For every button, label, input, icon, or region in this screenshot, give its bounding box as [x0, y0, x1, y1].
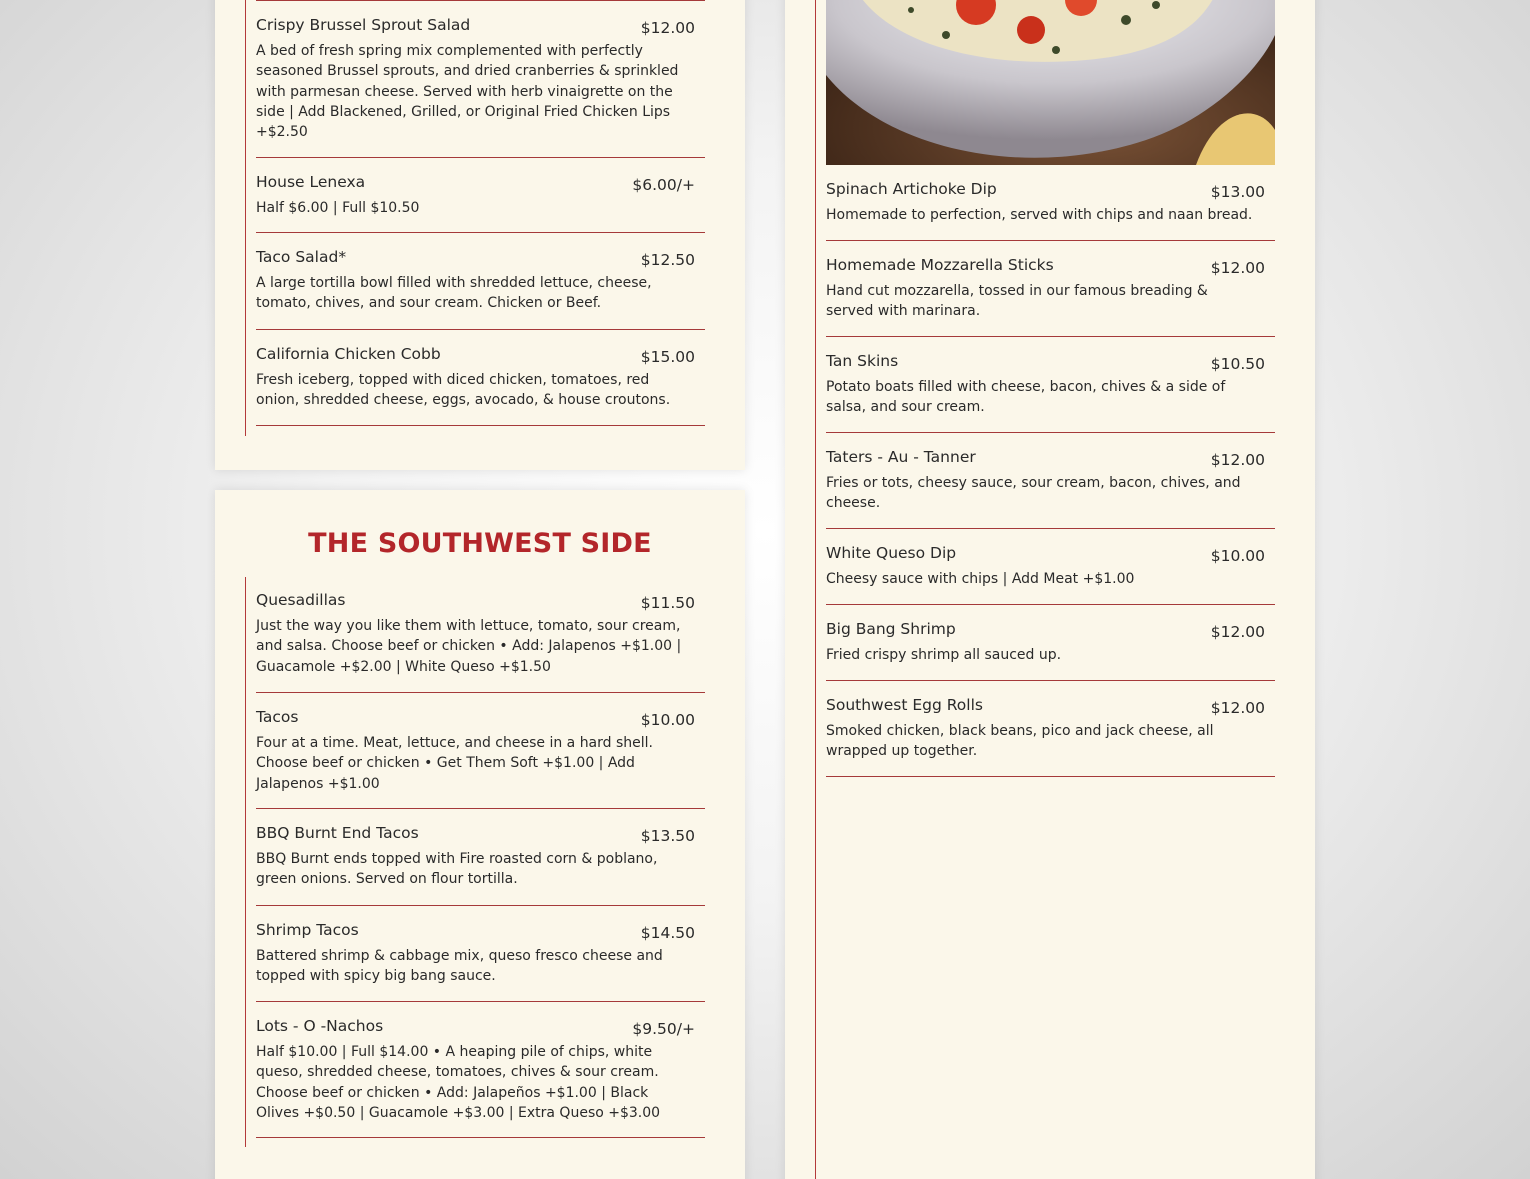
- item-price: $13.50: [640, 827, 695, 845]
- item-price: $6.00/+: [632, 176, 695, 194]
- item-name: Big Bang Shrimp: [826, 620, 956, 638]
- item-desc: Fries or tots, cheesy sauce, sour cream, bacon, chives, and cheese.: [826, 475, 1241, 512]
- item-desc: Four at a time. Meat, lettuce, and cheese in a hard shell. Choose beef or chicken • Get Them Soft +$1.00 | Add Jalapenos +$1.00: [256, 735, 653, 792]
- salads-rail: [245, 0, 246, 436]
- item-name: Taters - Au - Tanner: [826, 448, 976, 466]
- menu-item: [256, 1017, 705, 1138]
- item-price: $9.50/+: [632, 1020, 695, 1038]
- menu-item: [256, 248, 705, 330]
- menu-item: [826, 352, 1275, 433]
- item-price: $14.50: [640, 924, 695, 942]
- menu-item: [826, 256, 1275, 337]
- item-desc: Hand cut mozzarella, tossed in our famous breading & served with marinara.: [826, 283, 1208, 320]
- item-desc: A large tortilla bowl filled with shredded lettuce, cheese, tomato, chives, and sour cream. Chicken or Beef.: [256, 275, 652, 312]
- item-name: Tan Skins: [826, 352, 899, 370]
- item-desc: Just the way you like them with lettuce, tomato, sour cream, and salsa. Choose beef or chicken • Add: Jalapenos +$1.00 | Guacamole +$2.00 | White Queso +$1.50: [256, 618, 682, 675]
- southwest-card: [215, 490, 745, 1179]
- item-desc: BBQ Burnt ends topped with Fire roasted corn & poblano, green onions. Served on flour tortilla.: [256, 851, 658, 888]
- appetizers-card: [785, 0, 1315, 1179]
- menu-item: [826, 620, 1275, 681]
- item-price: $12.00: [640, 19, 695, 37]
- item-name: Quesadillas: [256, 591, 346, 609]
- item-desc: Potato boats filled with cheese, bacon, chives & a side of salsa, and sour cream.: [826, 379, 1226, 416]
- item-desc: Smoked chicken, black beans, pico and jack cheese, all wrapped up together.: [826, 723, 1214, 760]
- item-desc: Half $10.00 | Full $14.00 • A heaping pile of chips, white queso, shredded cheese, tomatoes, chives & sour cream. Choose beef or chicken • Add: Jalapeños +$1.00 | Black Olives +$0.50 | Guacamole +$3.00 | Extra Queso +$3.00: [256, 1044, 661, 1121]
- item-price: $12.00: [1210, 623, 1265, 641]
- item-name: Crispy Brussel Sprout Salad: [256, 16, 471, 34]
- item-desc: Homemade to perfection, served with chips and naan bread.: [826, 207, 1253, 223]
- item-price: $12.00: [1210, 451, 1265, 469]
- item-desc: Fresh iceberg, topped with diced chicken, tomatoes, red onion, shredded cheese, eggs, avocado, & house croutons.: [256, 372, 671, 409]
- menu-item: [826, 544, 1275, 605]
- item-name: Spinach Artichoke Dip: [826, 180, 997, 198]
- salads-card: [215, 0, 745, 470]
- section-title: THE SOUTHWEST SIDE: [308, 528, 652, 559]
- item-price: $10.50: [1210, 355, 1265, 373]
- item-name: California Chicken Cobb: [256, 345, 441, 363]
- item-name: BBQ Burnt End Tacos: [256, 824, 419, 842]
- item-desc: Cheesy sauce with chips | Add Meat +$1.00: [826, 571, 1135, 587]
- menu-item: [256, 0, 705, 1]
- menu-item: [256, 824, 705, 906]
- item-name: Tacos: [256, 708, 299, 726]
- item-name: Southwest Egg Rolls: [826, 696, 983, 714]
- item-desc: Battered shrimp & cabbage mix, queso fresco cheese and topped with spicy big bang sauce.: [256, 948, 663, 985]
- item-price: $11.50: [640, 594, 695, 612]
- appetizers-rail: [815, 0, 816, 1179]
- southwest-rail: [245, 577, 246, 1147]
- menu-item: [826, 696, 1275, 777]
- item-name: House Lenexa: [256, 173, 366, 191]
- item-price: $15.00: [640, 348, 695, 366]
- menu-item: [256, 921, 705, 1002]
- item-price: $12.00: [1210, 259, 1265, 277]
- item-name: White Queso Dip: [826, 544, 957, 562]
- item-desc: A bed of fresh spring mix complemented with perfectly seasoned Brussel sprouts, and dried cranberries & sprinkled with parmesan cheese. Served with herb vinaigrette on the side | Add Blackened, Grilled, or Original Fried Chicken Lips +$2.50: [256, 43, 679, 141]
- item-price: $13.00: [1210, 183, 1265, 201]
- menu-item: [256, 345, 705, 426]
- menu-item: [256, 708, 705, 809]
- item-price: $12.50: [640, 251, 695, 269]
- menu-item: [826, 448, 1275, 529]
- item-desc: Half $6.00 | Full $10.50: [256, 200, 420, 216]
- menu-item: [256, 591, 705, 693]
- item-price: $10.00: [640, 711, 695, 729]
- item-name: Shrimp Tacos: [256, 921, 359, 939]
- menu-item: [256, 16, 705, 158]
- item-price: $10.00: [1210, 547, 1265, 565]
- menu-item: [826, 180, 1275, 241]
- item-desc: Fried crispy shrimp all sauced up.: [826, 647, 1062, 663]
- item-name: Homemade Mozzarella Sticks: [826, 256, 1054, 274]
- item-name: Lots - O -Nachos: [256, 1017, 384, 1035]
- food-photo: [826, 0, 1275, 165]
- menu-item: [256, 173, 705, 233]
- item-name: Taco Salad*: [256, 248, 347, 266]
- dip-bowl-icon: [826, 0, 1275, 165]
- item-price: $12.00: [1210, 699, 1265, 717]
